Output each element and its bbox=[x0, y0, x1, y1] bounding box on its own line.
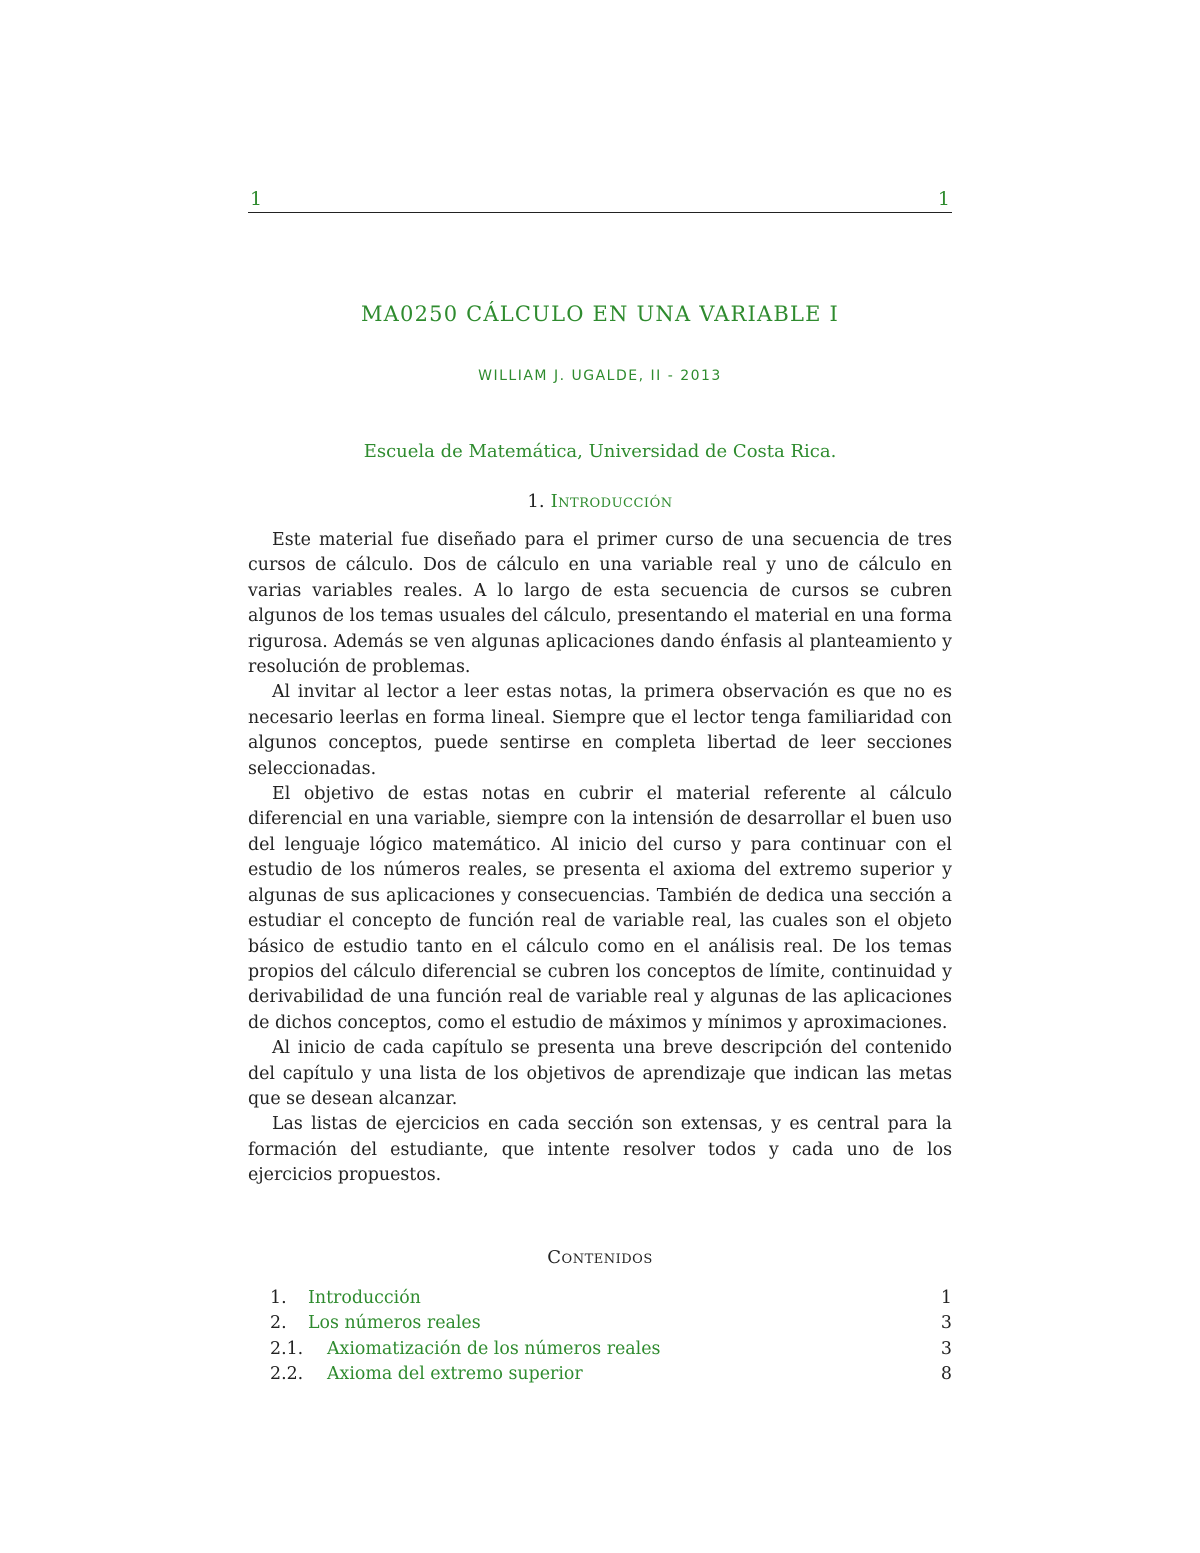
section-title: Introducción bbox=[550, 491, 673, 512]
section-number: 1. bbox=[527, 491, 545, 512]
paragraph: El objetivo de estas notas en cubrir el material referente al cálculo diferencial en una variable, siempre con la intensión de desarrollar el buen uso del lenguaje lógico matemático. Al inicio del curso y para continuar con el estudio de los números reales, se presenta el axioma del extremo superior y algunas de sus aplicaciones y consecuencias. También de dedica una sección a estudiar el concepto de función real de variable real, las cuales son el objeto básico de estudio tanto en el cálculo como en el análisis real. De los temas propios del cálculo diferencial se cubren los conceptos de límite, continuidad y derivabilidad de una función real de variable real y algunas de las aplicaciones de dichos conceptos, como el estudio de máximos y mínimos y aproximaciones. bbox=[248, 784, 952, 1033]
running-head-right-page-number: 1 bbox=[937, 188, 950, 210]
paragraph: Este material fue diseñado para el primer curso de una secuencia de tres cursos de cálculo. Dos de cálculo en una variable real y uno de cálculo en varias variables reales. A lo largo de esta secuencia de cursos se cubren algunos de los temas usuales del cálculo, presentando el material en una forma rigurosa. Además se ven algunas aplicaciones dando énfasis al planteamiento y resolución de problemas. bbox=[248, 530, 952, 678]
affiliation: Escuela de Matemática, Universidad de Costa Rica. bbox=[363, 441, 837, 462]
toc-entry bbox=[270, 1337, 952, 1362]
toc-entry bbox=[270, 1362, 952, 1387]
toc-entry-number: 1. bbox=[270, 1288, 287, 1308]
toc-entry-number: 2.2. bbox=[270, 1364, 304, 1385]
toc-entry-number: 2. bbox=[270, 1313, 287, 1334]
paragraph: Al inicio de cada capítulo se presenta una breve descripción del contenido del capítulo y una lista de los objetivos de aprendizaje que indican las metas que se desean alcanzar. bbox=[248, 1038, 952, 1109]
paragraph: Las listas de ejercicios en cada sección son extensas, y es central para la formación del estudiante, que intente resolver todos y cada uno de los ejercicios propuestos. bbox=[248, 1114, 952, 1186]
toc-entry-link[interactable]: Axiomatización de los números reales bbox=[327, 1338, 661, 1359]
body-text bbox=[248, 528, 952, 1189]
paragraph: Al invitar al lector a leer estas notas, la primera observación es que no es necesario leerlas en forma lineal. Siempre que el lector tenga familiaridad con algunos conceptos, puede sentirse en completa libertad de leer secciones seleccionadas. bbox=[248, 682, 952, 779]
toc-entry-page: 8 bbox=[940, 1364, 952, 1385]
running-head-left-page-number: 1 bbox=[250, 188, 263, 210]
toc-entry bbox=[270, 1286, 952, 1311]
section-heading bbox=[0, 491, 1200, 512]
toc-entry bbox=[270, 1311, 952, 1336]
toc-entry-page: 1 bbox=[940, 1288, 952, 1308]
table-of-contents bbox=[270, 1286, 952, 1388]
toc-entry-link[interactable]: Introducción bbox=[308, 1288, 421, 1308]
toc-entry-page: 3 bbox=[940, 1313, 952, 1334]
toc-entry-link[interactable]: Axioma del extremo superior bbox=[327, 1364, 583, 1385]
running-head bbox=[248, 186, 952, 213]
toc-entry-number: 2.1. bbox=[270, 1338, 304, 1359]
author-line: WILLIAM J. UGALDE, II - 2013 bbox=[478, 368, 722, 384]
toc-heading: Contenidos bbox=[547, 1247, 653, 1268]
toc-entry-page: 3 bbox=[940, 1338, 952, 1359]
toc-entry-link[interactable]: Los números reales bbox=[308, 1313, 481, 1334]
document-title: MA0250 CÁLCULO EN UNA VARIABLE I bbox=[360, 302, 840, 326]
